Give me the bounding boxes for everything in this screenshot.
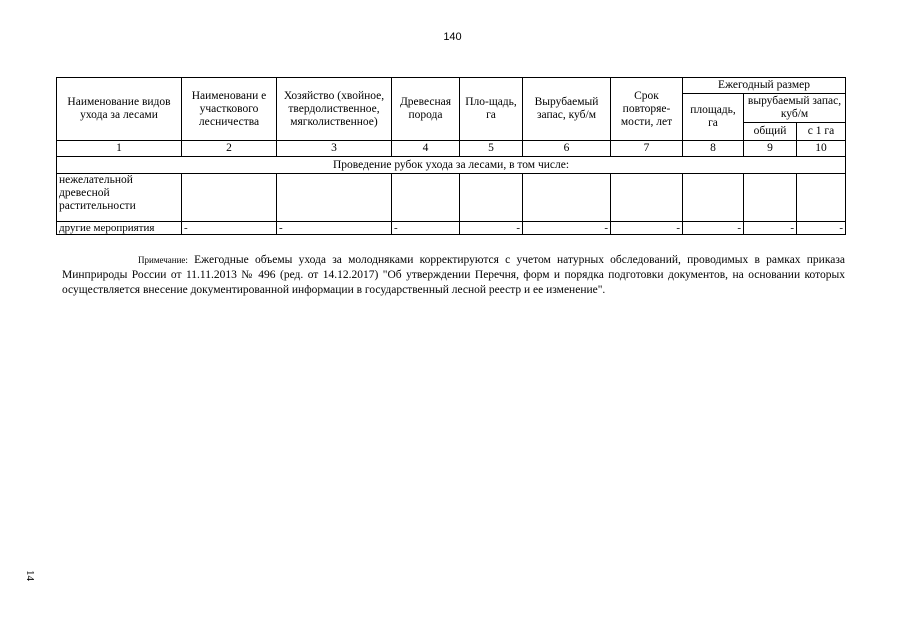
table-cell	[797, 174, 846, 222]
column-number: 4	[392, 141, 460, 157]
column-number: 5	[460, 141, 523, 157]
table-cell	[683, 174, 744, 222]
header-stock: Вырубаемый запас, куб/м	[523, 78, 611, 141]
forest-care-table	[56, 77, 846, 235]
column-number: 3	[277, 141, 392, 157]
column-number: 1	[57, 141, 182, 157]
row-label-unwanted: нежелательной древесной растительности	[57, 174, 182, 222]
table-cell: -	[277, 222, 392, 235]
footnote-label: Примечание:	[138, 255, 188, 265]
table-cell: -	[523, 222, 611, 235]
column-numbers-row	[57, 141, 846, 157]
table-row	[57, 222, 846, 235]
header-per-ha: с 1 га	[797, 123, 846, 141]
column-number: 9	[744, 141, 797, 157]
row-label-other: другие мероприятия	[57, 222, 182, 235]
header-species: Древесная порода	[392, 78, 460, 141]
header-annual-area: площадь, га	[683, 94, 744, 141]
table-cell	[182, 174, 277, 222]
header-economy: Хозяйство (хвойное, твердолиственное, мягколиственное)	[277, 78, 392, 141]
table-cell	[744, 174, 797, 222]
table-cell: -	[683, 222, 744, 235]
column-number: 10	[797, 141, 846, 157]
header-annual-stock: вырубаемый запас, куб/м	[744, 94, 846, 123]
table-cell: -	[797, 222, 846, 235]
column-number: 6	[523, 141, 611, 157]
table-cell	[392, 174, 460, 222]
table-cell: -	[744, 222, 797, 235]
column-number: 2	[182, 141, 277, 157]
footnote	[62, 253, 845, 298]
page-number: 140	[443, 31, 462, 43]
header-repeat-period: Срок повторяе-мости, лет	[611, 78, 683, 141]
table-cell: -	[460, 222, 523, 235]
table-cell	[523, 174, 611, 222]
table-cell: -	[611, 222, 683, 235]
side-page-number: 14	[24, 570, 36, 581]
header-district: Наименовани е участкового лесничества	[182, 78, 277, 141]
footnote-text: Ежегодные объемы ухода за молодняками корректируются с учетом натурных обследований, проводимых в рамках приказа Минприроды России от 11.11.2013 № 496 (ред. от 14.12.2017) "Об утверждении Перечня, форм и порядка подготовки документов, на основании которых осуществляется внесение документированной информации в государственный лесной реестр и ее изменение".	[62, 254, 845, 296]
table-cell: -	[392, 222, 460, 235]
column-number: 7	[611, 141, 683, 157]
header-care-type: Наименование видов ухода за лесами	[57, 78, 182, 141]
section-title: Проведение рубок ухода за лесами, в том числе:	[57, 157, 846, 174]
table-cell	[277, 174, 392, 222]
table-cell: -	[182, 222, 277, 235]
header-area: Пло-щадь, га	[460, 78, 523, 141]
column-number: 8	[683, 141, 744, 157]
table-cell	[460, 174, 523, 222]
table-row	[57, 174, 846, 222]
table-cell	[611, 174, 683, 222]
header-annual-size: Ежегодный размер	[683, 78, 846, 94]
header-total: общий	[744, 123, 797, 141]
